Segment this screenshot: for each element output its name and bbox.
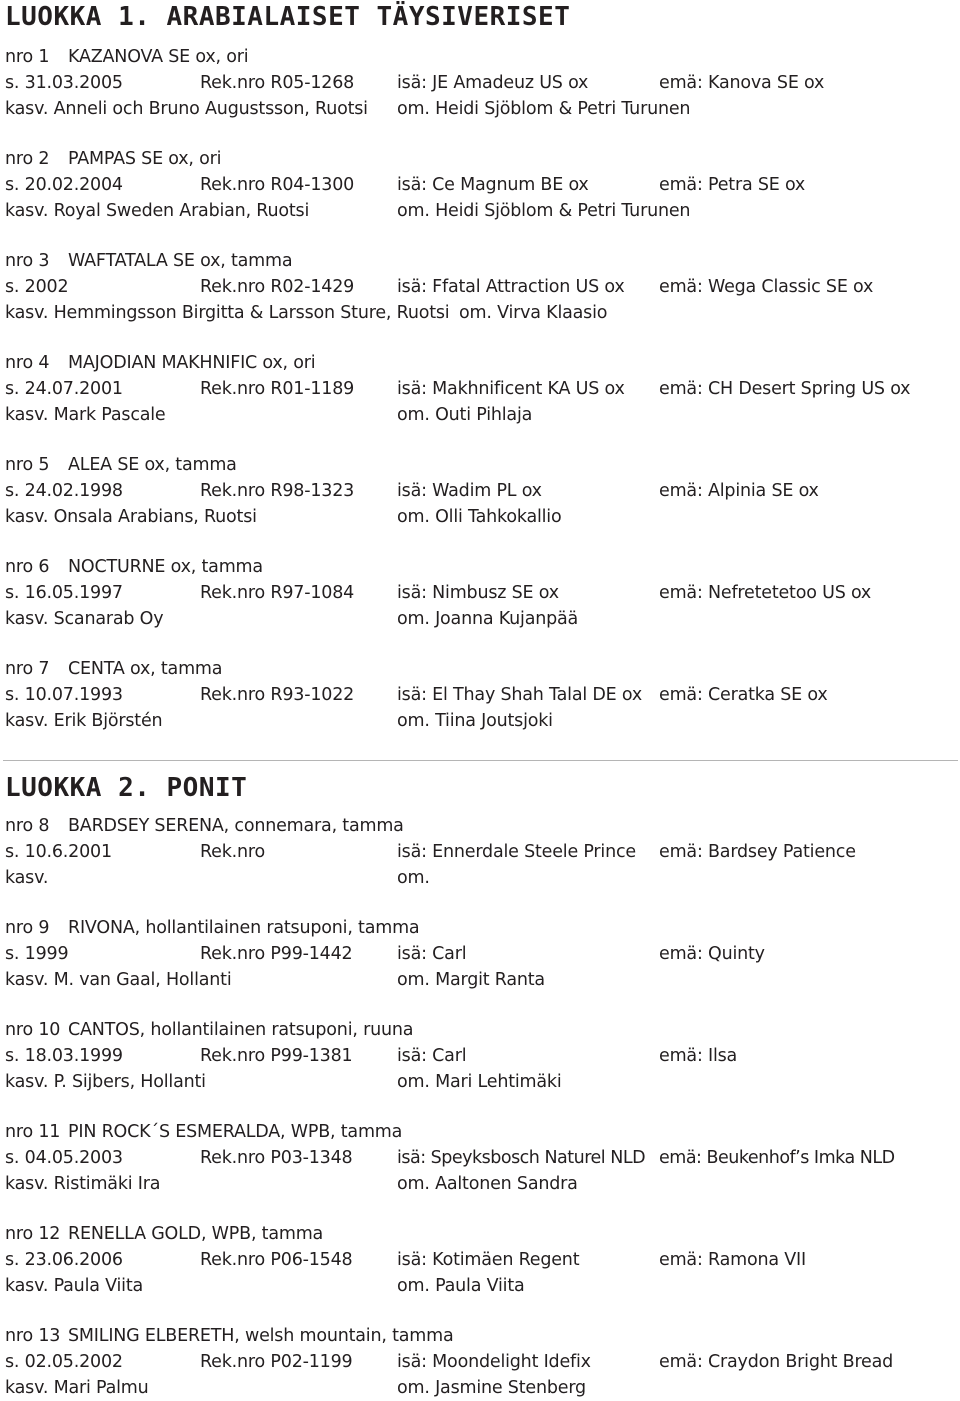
owner: om. Joanna Kujanpää [397,609,579,629]
list-item [5,350,955,428]
entry-number: nro 1 [5,47,50,67]
entry-number: nro 9 [5,918,50,938]
owner: om. Virva Klaasio [459,303,608,323]
list-item [5,915,955,993]
horse-name: NOCTURNE ox, tamma [68,557,263,577]
dam: emä: Alpinia SE ox [659,481,819,501]
owner: om. Margit Ranta [397,970,545,990]
birth-date: s. 02.05.2002 [5,1352,123,1372]
breeder: kasv. Mari Palmu [5,1378,149,1398]
dam: emä: Bardsey Patience [659,842,856,862]
list-item [5,1323,955,1401]
sire: isä: Ennerdale Steele Prince [397,842,636,862]
breeder: kasv. Hemmingsson Birgitta & Larsson Sture, Ruotsi [5,303,450,323]
sire: isä: Nimbusz SE ox [397,583,559,603]
dam: emä: Quinty [659,944,765,964]
registration-number: Rek.nro P99-1442 [200,944,353,964]
list-item [5,44,955,122]
section-1-title: LUOKKA 1. ARABIALAISET TÄYSIVERISET [5,2,571,32]
registration-number: Rek.nro P02-1199 [200,1352,353,1372]
horse-name: KAZANOVA SE ox, ori [68,47,249,67]
sire: isä: JE Amadeuz US ox [397,73,589,93]
owner: om. Jasmine Stenberg [397,1378,586,1398]
owner: om. Heidi Sjöblom & Petri Turunen [397,99,691,119]
entry-number: nro 13 [5,1326,61,1346]
dam: emä: CH Desert Spring US ox [659,379,911,399]
registration-number: Rek.nro R97-1084 [200,583,355,603]
entry-number: nro 12 [5,1224,61,1244]
owner: om. Heidi Sjöblom & Petri Turunen [397,201,691,221]
entry-number: nro 10 [5,1020,61,1040]
birth-date: s. 20.02.2004 [5,175,123,195]
owner: om. [397,868,430,888]
dam: emä: Kanova SE ox [659,73,825,93]
list-item [5,146,955,224]
registration-number: Rek.nro [200,842,266,862]
breeder: kasv. Royal Sweden Arabian, Ruotsi [5,201,310,221]
sire: isä: Kotimäen Regent [397,1250,580,1270]
list-item [5,452,955,530]
horse-name: PAMPAS SE ox, ori [68,149,222,169]
entry-number: nro 6 [5,557,50,577]
list-item [5,656,955,734]
sire: isä: Ce Magnum BE ox [397,175,589,195]
birth-date: s. 31.03.2005 [5,73,123,93]
owner: om. Mari Lehtimäki [397,1072,562,1092]
list-item [5,1017,955,1095]
birth-date: s. 10.6.2001 [5,842,112,862]
dam: emä: Wega Classic SE ox [659,277,874,297]
dam: emä: Petra SE ox [659,175,806,195]
registration-number: Rek.nro R02-1429 [200,277,355,297]
breeder: kasv. Erik Björstén [5,711,163,731]
breeder: kasv. Onsala Arabians, Ruotsi [5,507,257,527]
birth-date: s. 2002 [5,277,69,297]
breeder: kasv. Mark Pascale [5,405,166,425]
horse-name: PIN ROCK´S ESMERALDA, WPB, tamma [68,1122,403,1142]
sire: isä: Moondelight Idefix [397,1352,591,1372]
owner: om. Outi Pihlaja [397,405,533,425]
breeder: kasv. Paula Viita [5,1276,144,1296]
birth-date: s. 23.06.2006 [5,1250,123,1270]
sire: isä: Speyksbosch Naturel NLD [397,1148,646,1168]
list-item [5,248,955,326]
owner: om. Olli Tahkokallio [397,507,562,527]
registration-number: Rek.nro R01-1189 [200,379,355,399]
birth-date: s. 04.05.2003 [5,1148,123,1168]
horse-name: SMILING ELBERETH, welsh mountain, tamma [68,1326,454,1346]
registration-number: Rek.nro R98-1323 [200,481,355,501]
entry-number: nro 8 [5,816,50,836]
entry-number: nro 2 [5,149,50,169]
sire: isä: Ffatal Attraction US ox [397,277,625,297]
sire: isä: Wadim PL ox [397,481,542,501]
horse-name: RENELLA GOLD, WPB, tamma [68,1224,324,1244]
entry-number: nro 3 [5,251,50,271]
breeder: kasv. P. Sijbers, Hollanti [5,1072,206,1092]
horse-name: CENTA ox, tamma [68,659,223,679]
dam: emä: Nefretetetoo US ox [659,583,872,603]
owner: om. Tiina Joutsjoki [397,711,553,731]
breeder: kasv. [5,868,49,888]
entry-number: nro 4 [5,353,50,373]
sire: isä: Carl [397,1046,467,1066]
dam: emä: Ceratka SE ox [659,685,828,705]
horse-name: ALEA SE ox, tamma [68,455,237,475]
sire: isä: El Thay Shah Talal DE ox [397,685,642,705]
birth-date: s. 24.02.1998 [5,481,123,501]
section-divider [3,760,958,761]
section-2-title: LUOKKA 2. PONIT [5,773,248,803]
owner: om. Paula Viita [397,1276,525,1296]
dam: emä: Ramona VII [659,1250,806,1270]
owner: om. Aaltonen Sandra [397,1174,578,1194]
breeder: kasv. M. van Gaal, Hollanti [5,970,232,990]
list-item [5,813,955,891]
registration-number: Rek.nro P06-1548 [200,1250,353,1270]
horse-name: BARDSEY SERENA, connemara, tamma [68,816,404,836]
list-item [5,1119,955,1197]
birth-date: s. 10.07.1993 [5,685,123,705]
entry-number: nro 11 [5,1122,61,1142]
birth-date: s. 24.07.2001 [5,379,123,399]
horse-name: MAJODIAN MAKHNIFIC ox, ori [68,353,316,373]
registration-number: Rek.nro P03-1348 [200,1148,353,1168]
birth-date: s. 18.03.1999 [5,1046,123,1066]
entry-number: nro 5 [5,455,50,475]
registration-number: Rek.nro P99-1381 [200,1046,353,1066]
list-item [5,554,955,632]
breeder: kasv. Anneli och Bruno Augustsson, Ruotsi [5,99,368,119]
list-item [5,1221,955,1299]
horse-name: WAFTATALA SE ox, tamma [68,251,293,271]
breeder: kasv. Ristimäki Ira [5,1174,161,1194]
sire: isä: Carl [397,944,467,964]
horse-name: RIVONA, hollantilainen ratsuponi, tamma [68,918,420,938]
registration-number: Rek.nro R93-1022 [200,685,355,705]
registration-number: Rek.nro R04-1300 [200,175,355,195]
dam: emä: Craydon Bright Bread [659,1352,894,1372]
dam: emä: Ilsa [659,1046,738,1066]
registration-number: Rek.nro R05-1268 [200,73,355,93]
dam: emä: Beukenhof’s Imka NLD [659,1148,895,1168]
sire: isä: Makhnificent KA US ox [397,379,625,399]
entry-number: nro 7 [5,659,50,679]
birth-date: s. 1999 [5,944,69,964]
breeder: kasv. Scanarab Oy [5,609,164,629]
birth-date: s. 16.05.1997 [5,583,123,603]
horse-name: CANTOS, hollantilainen ratsuponi, ruuna [68,1020,414,1040]
